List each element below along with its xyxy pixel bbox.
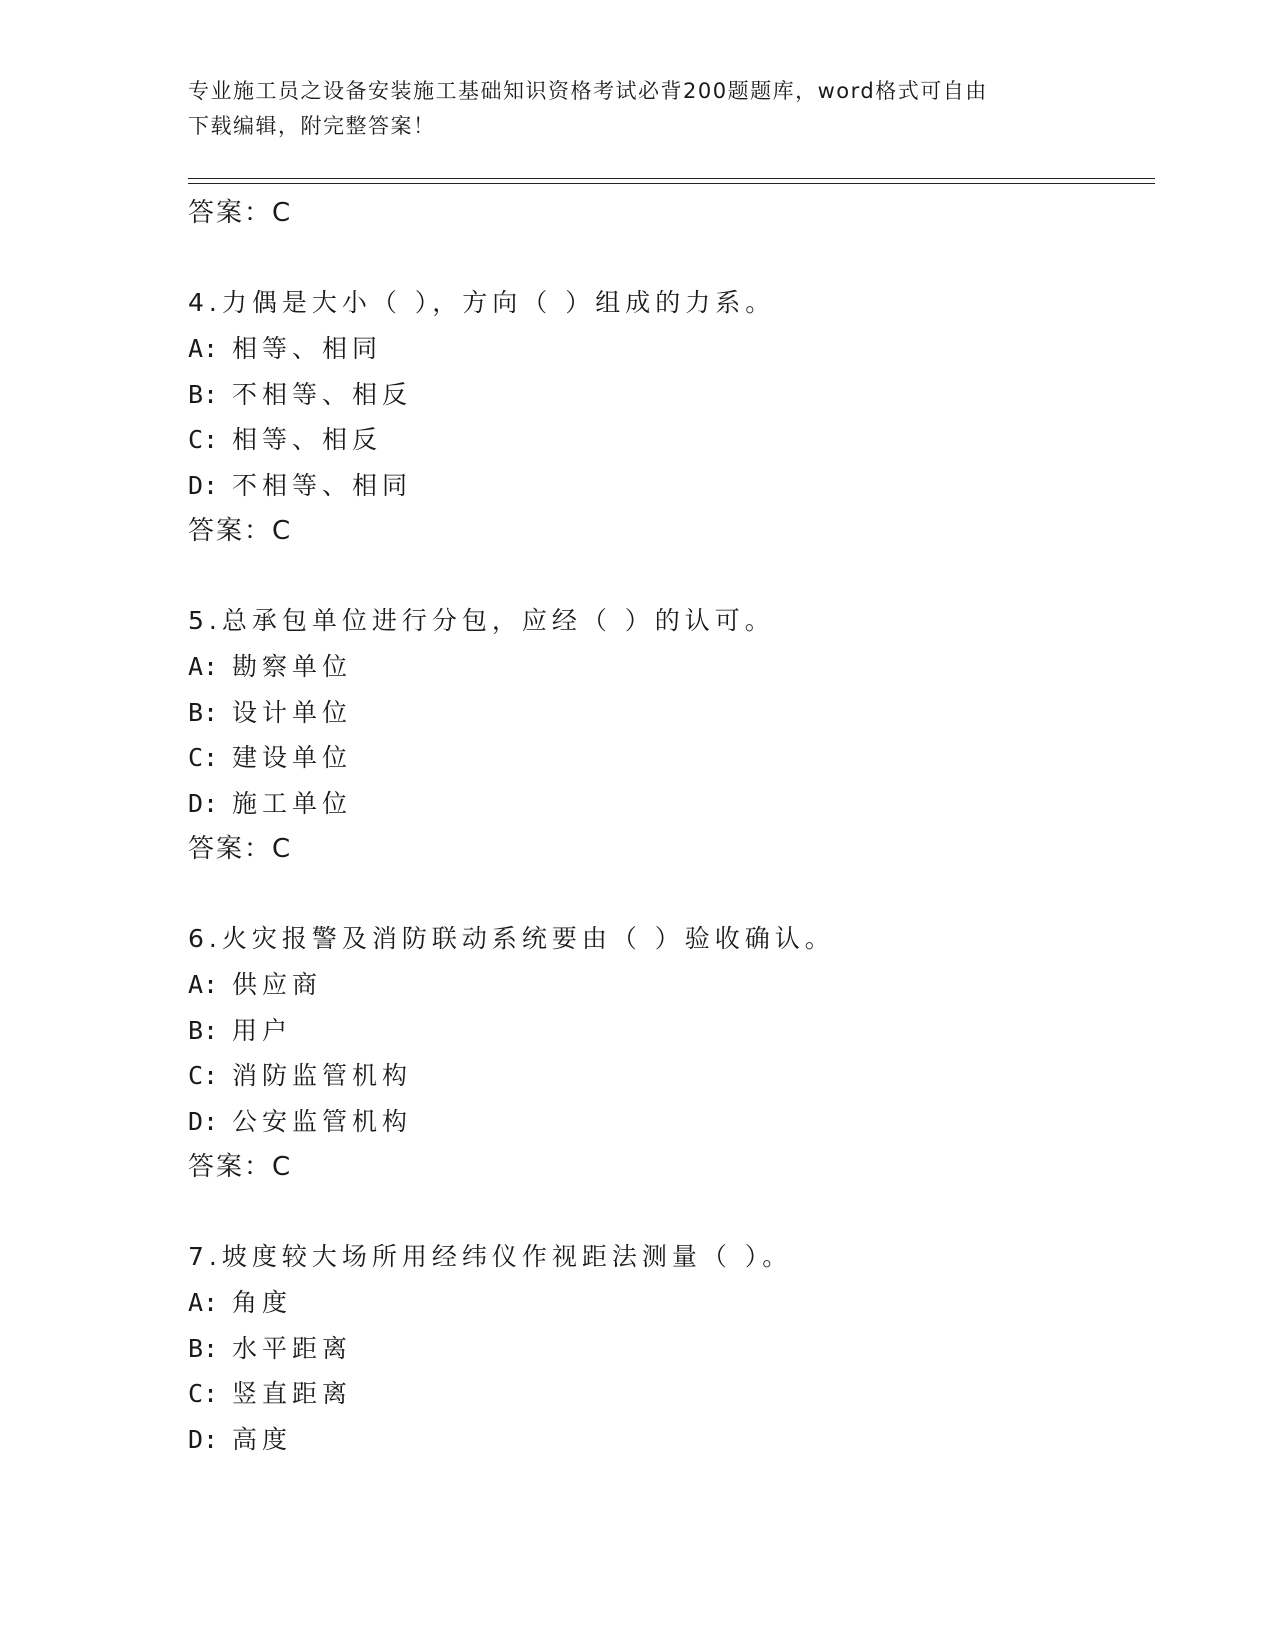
option-key: A:	[188, 334, 219, 363]
option-text: 不相等、相同	[232, 470, 413, 500]
option-text: 角度	[232, 1288, 293, 1317]
option-text: 公安监管机构	[232, 1106, 413, 1136]
option-key: B:	[188, 379, 219, 409]
option-a	[188, 962, 1148, 1008]
option-text: 设计单位	[232, 697, 353, 727]
option-text: 用户	[232, 1015, 293, 1045]
option-key: D:	[188, 470, 219, 500]
answer-line: 答案：C	[188, 198, 293, 228]
option-key: A:	[188, 652, 219, 681]
question-block-5	[188, 598, 1148, 872]
option-d	[188, 463, 1148, 509]
question-block-4	[188, 280, 1148, 554]
question-block-7	[188, 1234, 1148, 1462]
option-text: 水平距离	[232, 1333, 353, 1363]
option-text: 勘察单位	[232, 652, 353, 681]
option-a	[188, 644, 1148, 690]
option-text: 高度	[232, 1424, 293, 1454]
option-c	[188, 1053, 1148, 1099]
option-text: 竖直距离	[232, 1379, 353, 1408]
option-key: D:	[188, 1424, 219, 1454]
question-text: 4.力偶是大小（ ），方向（ ）组成的力系。	[188, 288, 776, 317]
option-key: C:	[188, 1379, 219, 1408]
option-a	[188, 1280, 1148, 1326]
document-header	[188, 74, 1088, 144]
option-key: D:	[188, 788, 219, 818]
option-key: A:	[188, 970, 219, 999]
option-text: 相等、相同	[232, 334, 383, 363]
option-b	[188, 1008, 1148, 1054]
header-title-line1: 专业施工员之设备安装施工基础知识资格考试必背200题题库，word格式可自由	[188, 79, 988, 103]
option-text: 建设单位	[232, 743, 353, 772]
answer-line: 答案：C	[188, 516, 293, 546]
option-text: 消防监管机构	[232, 1061, 413, 1090]
option-c	[188, 735, 1148, 781]
option-d	[188, 1417, 1148, 1463]
option-text: 不相等、相反	[232, 379, 413, 409]
option-c	[188, 417, 1148, 463]
option-text: 施工单位	[232, 788, 353, 818]
option-key: B:	[188, 1333, 219, 1363]
option-key: B:	[188, 697, 219, 727]
option-key: C:	[188, 1061, 219, 1090]
answer-line: 答案：C	[188, 834, 293, 864]
option-text: 供应商	[232, 970, 323, 999]
header-divider	[188, 178, 1155, 184]
option-key: B:	[188, 1015, 219, 1045]
option-text: 相等、相反	[232, 425, 383, 454]
option-b	[188, 1326, 1148, 1372]
option-b	[188, 372, 1148, 418]
answer-line: 答案：C	[188, 1152, 293, 1182]
question-text: 6.火灾报警及消防联动系统要由（ ）验收确认。	[188, 924, 835, 953]
question-text: 7.坡度较大场所用经纬仪作视距法测量（ ）。	[188, 1242, 793, 1271]
option-key: C:	[188, 425, 219, 454]
question-list	[188, 190, 1148, 1506]
header-title-line2: 下载编辑，附完整答案！	[188, 114, 436, 138]
question-text: 5.总承包单位进行分包，应经（ ）的认可。	[188, 606, 775, 635]
option-key: D:	[188, 1106, 219, 1136]
option-d	[188, 781, 1148, 827]
option-d	[188, 1099, 1148, 1145]
option-c	[188, 1371, 1148, 1417]
option-key: C:	[188, 743, 219, 772]
option-b	[188, 690, 1148, 736]
option-key: A:	[188, 1288, 219, 1317]
option-a	[188, 326, 1148, 372]
question-block-6	[188, 916, 1148, 1190]
